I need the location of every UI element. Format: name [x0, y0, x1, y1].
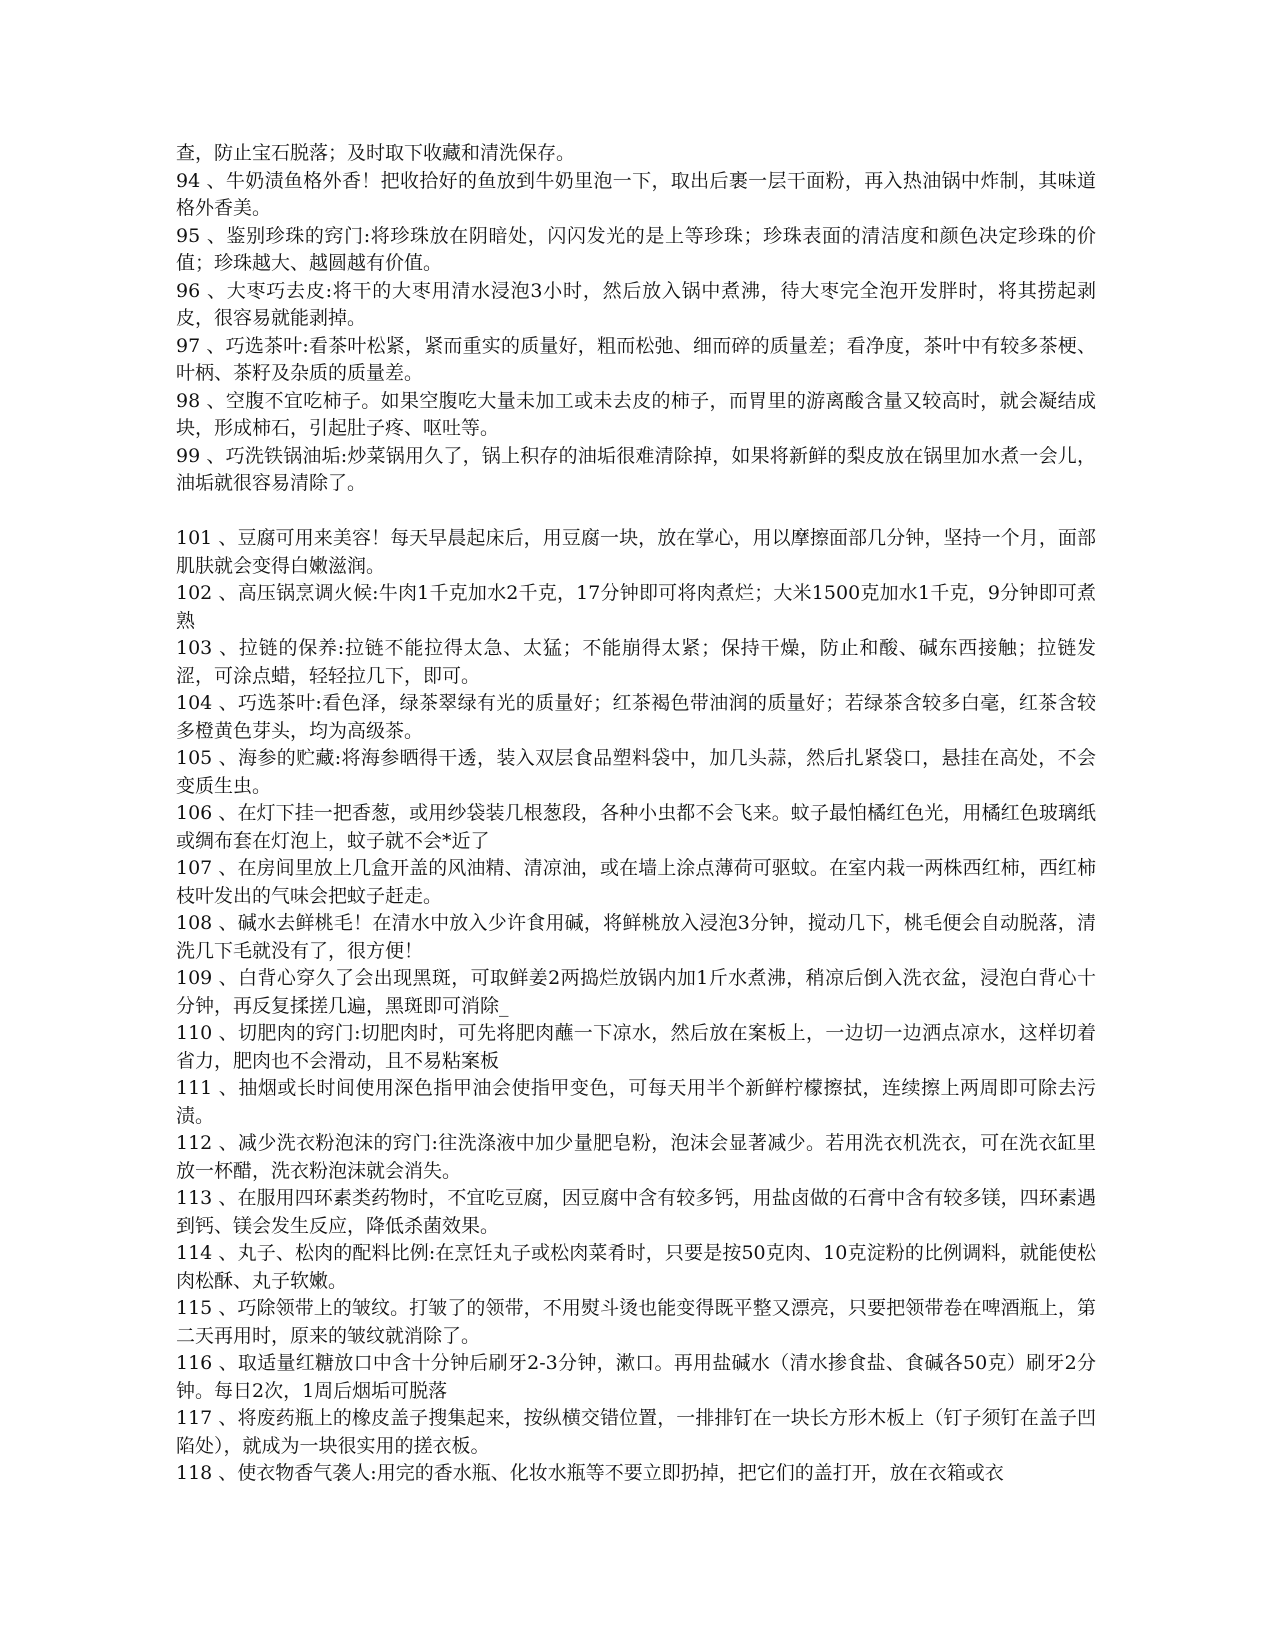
tip-118: 118 、使衣物香气袭人:用完的香水瓶、化妆水瓶等不要立即扔掉，把它们的盖打开，放在衣箱或衣: [176, 1462, 1004, 1484]
tip-112: 112 、减少洗衣粉泡沫的窍门:往洗涤液中加少量肥皂粉，泡沫会显著减少。若用洗衣机洗衣，可在洗衣缸里放一杯醋，洗衣粉泡沫就会消失。: [176, 1132, 1096, 1182]
tip-107: 107 、在房间里放上几盒开盖的风油精、清凉油，或在墙上涂点薄荷可驱蚊。在室内栽一两株西红柿，西红柿枝叶发出的气味会把蚊子赶走。: [176, 857, 1096, 907]
tip-104: 104 、巧选茶叶:看色泽，绿茶翠绿有光的质量好；红茶褐色带油润的质量好；若绿茶含较多白毫，红茶含较多橙黄色芽头，均为高级茶。: [176, 692, 1096, 742]
tip-102: 102 、高压锅烹调火候:牛肉1千克加水2千克，17分钟即可将肉煮烂；大米1500克加水1千克，9分钟即可煮熟: [176, 582, 1096, 632]
document-page: [176, 140, 1096, 1488]
tip-111: 111 、抽烟或长时间使用深色指甲油会使指甲变色，可每天用半个新鲜柠檬擦拭，连续擦上两周即可除去污渍。: [176, 1077, 1096, 1127]
tip-103: 103 、拉链的保养:拉链不能拉得太急、太猛；不能崩得太紧；保持干燥，防止和酸、碱东西接触；拉链发涩，可涂点蜡，轻轻拉几下，即可。: [176, 637, 1096, 687]
tip-106: 106 、在灯下挂一把香葱，或用纱袋装几根葱段，各种小虫都不会飞来。蚊子最怕橘红色光，用橘红色玻璃纸或绸布套在灯泡上，蚊子就不会*近了: [176, 802, 1096, 852]
tip-94: 94 、牛奶渍鱼格外香！把收拾好的鱼放到牛奶里泡一下，取出后裹一层干面粉，再入热油锅中炸制，其味道格外香美。: [176, 169, 1096, 219]
tip-105: 105 、海参的贮藏:将海参晒得干透，装入双层食品塑料袋中，加几头蒜，然后扎紧袋口，悬挂在高处，不会变质生虫。: [176, 747, 1096, 797]
tip-101: 101 、豆腐可用来美容！每天早晨起床后，用豆腐一块，放在掌心，用以摩擦面部几分钟，坚持一个月，面部肌肤就会变得白嫩滋润。: [176, 527, 1096, 577]
tip-109: 109 、白背心穿久了会出现黑斑，可取鲜姜2两捣烂放锅内加1斤水煮沸，稍凉后倒入洗衣盆，浸泡白背心十分钟，再反复揉搓几遍，黑斑即可消除_: [176, 967, 1096, 1017]
tip-117: 117 、将废药瓶上的橡皮盖子搜集起来，按纵横交错位置，一排排钉在一块长方形木板上（钉子须钉在盖子凹陷处），就成为一块很实用的搓衣板。: [176, 1407, 1096, 1457]
tip-113: 113 、在服用四环素类药物时，不宜吃豆腐，因豆腐中含有较多钙，用盐卤做的石膏中含有较多镁，四环素遇到钙、镁会发生反应，降低杀菌效果。: [176, 1187, 1096, 1237]
tip-96: 96 、大枣巧去皮:将干的大枣用清水浸泡3小时，然后放入锅中煮沸，待大枣完全泡开发胖时，将其捞起剥皮，很容易就能剥掉。: [176, 279, 1096, 329]
tip-114: 114 、丸子、松肉的配料比例:在烹饪丸子或松肉菜肴时，只要是按50克肉、10克淀粉的比例调料，就能使松肉松酥、丸子软嫩。: [176, 1242, 1096, 1292]
tip-115: 115 、巧除领带上的皱纹。打皱了的领带，不用熨斗烫也能变得既平整又漂亮，只要把领带卷在啤酒瓶上，第二天再用时，原来的皱纹就消除了。: [176, 1297, 1096, 1347]
tip-98: 98 、空腹不宜吃柿子。如果空腹吃大量未加工或未去皮的柿子，而胃里的游离酸含量又较高时，就会凝结成块，形成柿石，引起肚子疼、呕吐等。: [176, 389, 1096, 439]
tip-116: 116 、取适量红糖放口中含十分钟后刷牙2-3分钟，漱口。再用盐碱水（清水掺食盐、食碱各50克）刷牙2分钟。每日2次，1周后烟垢可脱落: [176, 1352, 1096, 1402]
blank-line: [176, 498, 1096, 526]
tip-110: 110 、切肥肉的窍门:切肥肉时，可先将肥肉蘸一下凉水，然后放在案板上，一边切一边洒点凉水，这样切着省力，肥肉也不会滑动，且不易粘案板: [176, 1022, 1096, 1072]
tip-95: 95 、鉴别珍珠的窍门:将珍珠放在阴暗处，闪闪发光的是上等珍珠；珍珠表面的清洁度和颜色决定珍珠的价值；珍珠越大、越圆越有价值。: [176, 224, 1096, 274]
tip-97: 97 、巧选茶叶:看茶叶松紧，紧而重实的质量好，粗而松弛、细而碎的质量差；看净度，茶叶中有较多茶梗、叶柄、茶籽及杂质的质量差。: [176, 334, 1096, 384]
tip-99: 99 、巧洗铁锅油垢:炒菜锅用久了，锅上积存的油垢很难清除掉，如果将新鲜的梨皮放在锅里加水煮一会儿，油垢就很容易清除了。: [176, 444, 1096, 494]
tip-108: 108 、碱水去鲜桃毛！在清水中放入少许食用碱，将鲜桃放入浸泡3分钟，搅动几下，桃毛便会自动脱落，清洗几下毛就没有了，很方便！: [176, 912, 1096, 962]
paragraph-fragment: 查，防止宝石脱落；及时取下收藏和清洗保存。: [176, 142, 576, 164]
